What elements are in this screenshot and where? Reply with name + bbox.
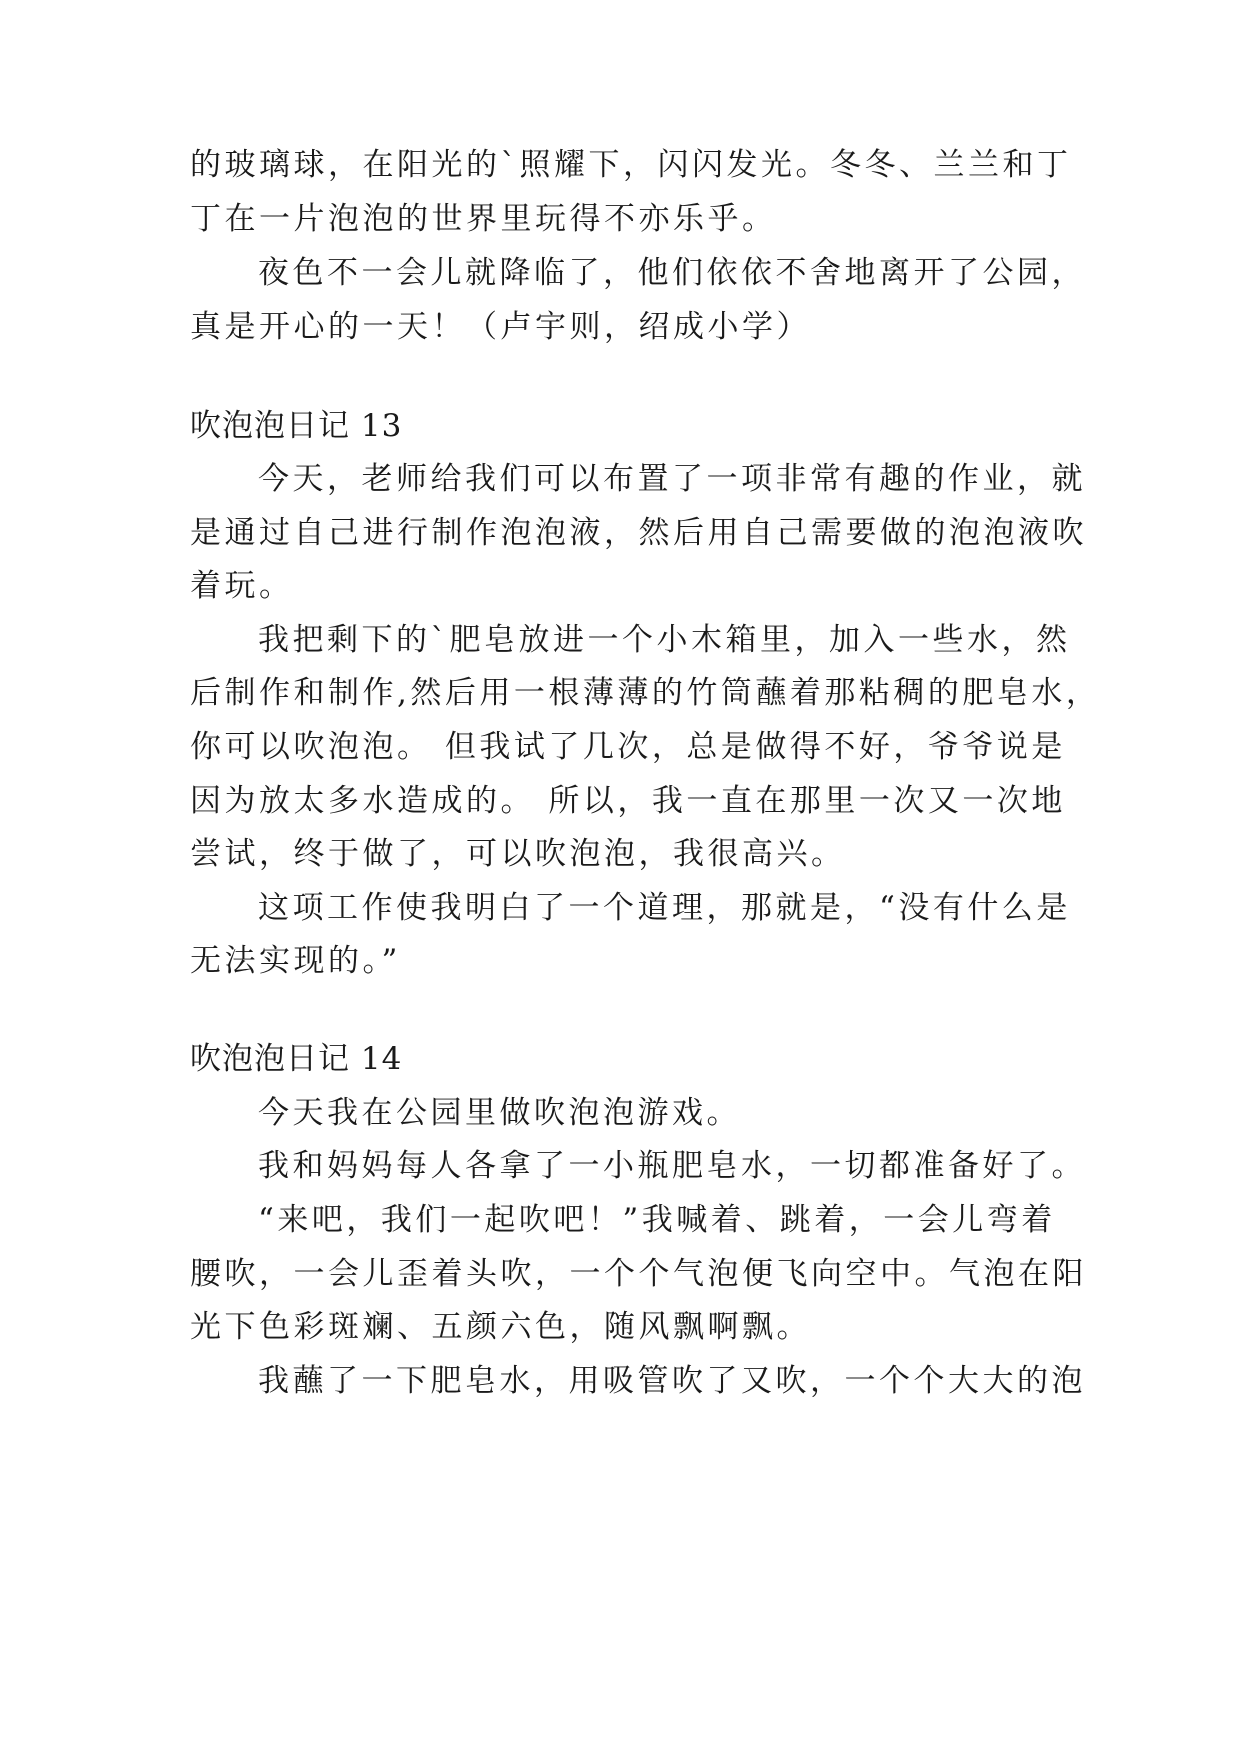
text-line: 无法实现的。” [190,943,401,979]
text-line: 这项工作使我明白了一个道理，那就是，“没有什么是 [258,890,1071,926]
text-line: 真是开心的一天！（卢宇则，绍成小学） [190,309,811,345]
text-line: 你可以吹泡泡。 但我试了几次，总是做得不好，爷爷说是 [190,729,1066,765]
text-line: 光下色彩斑斓、五颜六色，随风飘啊飘。 [190,1309,811,1345]
text-line: 夜色不一会儿就降临了，他们依依不舍地离开了公园， [258,255,1086,291]
text-line: 着玩。 [190,568,294,604]
text-line: 我把剩下的`肥皂放进一个小木箱里，加入一些水，然 [258,622,1071,658]
text-line: 我蘸了一下肥皂水，用吸管吹了又吹，一个个大大的泡 [258,1363,1086,1399]
text-line: 的玻璃球，在阳光的`照耀下，闪闪发光。冬冬、兰兰和丁 [190,147,1072,183]
text-line: 我和妈妈每人各拿了一小瓶肥皂水，一切都准备好了。 [258,1148,1086,1184]
section-heading: 吹泡泡日记 14 [190,1041,403,1077]
text-line: 因为放太多水造成的。 所以，我一直在那里一次又一次地 [190,783,1066,819]
text-line: “来吧，我们一起吹吧！”我喊着、跳着，一会儿弯着 [258,1202,1056,1238]
text-line: 尝试，终于做了，可以吹泡泡，我很高兴。 [190,836,846,872]
text-line: 今天，老师给我们可以布置了一项非常有趣的作业，就 [258,461,1086,497]
text-line: 今天我在公园里做吹泡泡游戏。 [258,1095,741,1131]
text-line: 腰吹，一会儿歪着头吹，一个个气泡便飞向空中。气泡在阳 [190,1256,1087,1292]
text-line: 是通过自己进行制作泡泡液，然后用自己需要做的泡泡液吹 [190,515,1087,551]
section-heading: 吹泡泡日记 13 [190,408,403,444]
text-line: 后制作和制作,然后用一根薄薄的竹筒蘸着那粘稠的肥皂水， [190,675,1101,711]
text-line: 丁在一片泡泡的世界里玩得不亦乐乎。 [190,201,777,237]
